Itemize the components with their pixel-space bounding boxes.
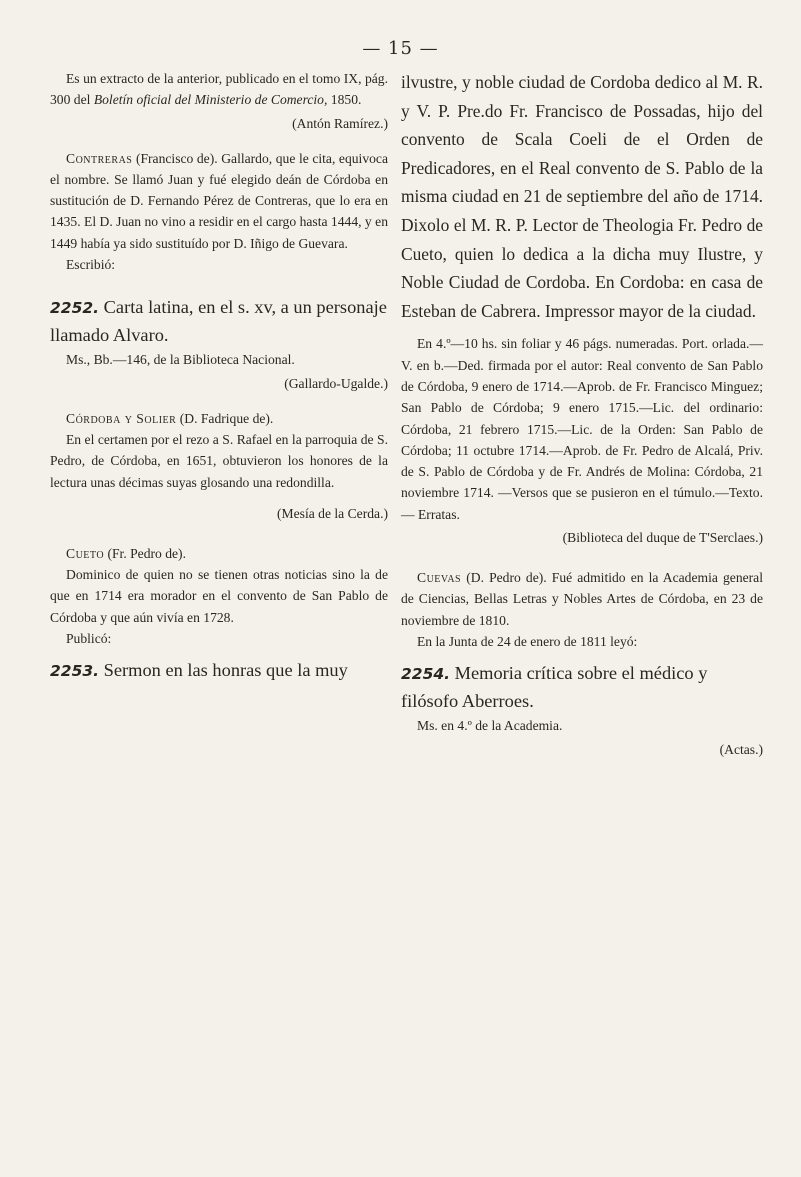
left-column	[50, 68, 388, 685]
entry-2254	[401, 660, 763, 715]
author-entry-cordoba	[50, 408, 388, 429]
page-number: — 15 —	[362, 38, 439, 59]
author-name: Contreras	[66, 150, 133, 166]
author-bio: (Francisco de). Gallardo, que le cita, equivoca el nombre. Se llamó Juan y fué elegido deán de Córdoba en sustitución de D. Fernando Pérez de Contreras, que lo era en 1435. El D. Juan no vino a residir en el cargo hasta 1444, y en 1449 había ya sido sustituído por D. Iñigo de Guevara.	[50, 150, 388, 251]
entry-2253	[50, 657, 388, 685]
author-entry-contreras	[50, 148, 388, 254]
author-bio: En el certamen por el rezo a S. Rafael en la parroquia de S. Pedro, de Córdoba, en 1651, obtuvieron los honores de la lectura unas décimas suyas glosando una redondilla.	[50, 431, 388, 490]
author-bio: Dominico de quien no se tienen otras noticias sino la de que en 1714 era morador en el convento de San Pablo de Córdoba y que aún vivía en 1728.	[50, 567, 388, 625]
entry-title: Memoria crítica sobre el médico y filósofo Aberroes.	[401, 663, 708, 712]
attribution: (Gallardo-Ugalde.)	[284, 375, 388, 391]
author-entry-cuevas	[401, 567, 763, 631]
author-note: En la Junta de 24 de enero de 1811 leyó:	[417, 633, 638, 649]
author-title: (Fr. Pedro de).	[107, 545, 186, 561]
sermon-title-continued: ilvustre, y noble ciudad de Cordoba dedico al M. R. y V. P. Pre.do Fr. Francisco de Possadas, hijo del convento de Scala Coeli de el Orden de Predicadores, en el Real convento de S. Pablo de la misma ciudad en 21 de septiembre del año de 1714. Dixolo el M. R. P. Lector de Theologia Fr. Pedro de Cueto, quien lo dedica a la dicha muy Ilustre, y Noble Ciudad de Cordoba. En Cordoba: en casa de Esteban de Cabrera. Impressor mayor de la ciudad.	[401, 72, 763, 321]
attribution: (Antón Ramírez.)	[292, 115, 388, 131]
journal-title: Boletín oficial del Ministerio de Comercio,	[93, 92, 328, 108]
entry-2252	[50, 294, 388, 349]
section-label: Publicó:	[66, 631, 112, 647]
author-name: Córdoba y Solier	[66, 410, 177, 426]
author-title: (D. Fadrique de).	[179, 410, 274, 426]
paragraph-extract	[50, 68, 388, 111]
author-name: Cuevas	[417, 570, 462, 586]
section-label: Escribió:	[66, 257, 116, 273]
author-entry-cueto	[50, 543, 388, 564]
right-column	[401, 68, 763, 760]
entry-number: 2252.	[50, 299, 100, 318]
entry-title: Sermon en las honras que la muy	[103, 660, 348, 681]
entry-title: Carta latina, en el s. xv, a un personaje llamado Alvaro.	[50, 297, 387, 346]
manuscript-note: Ms. en 4.º de la Academia.	[417, 718, 563, 734]
attribution: (Biblioteca del duque de T'Serclaes.)	[562, 530, 763, 546]
entry-number: 2254.	[401, 665, 451, 684]
author-name: Cueto	[66, 545, 105, 561]
attribution: (Actas.)	[719, 741, 763, 757]
extract-text: Es un extracto de la anterior, publicado en el tomo IX, pág. 300 del	[50, 71, 388, 108]
manuscript-note: Ms., Bb.—146, de la Biblioteca Nacional.	[66, 352, 295, 368]
attribution: (Mesía de la Cerda.)	[277, 505, 388, 521]
bibliographic-description: En 4.º—10 hs. sin foliar y 46 págs. numeradas. Port. orlada.—V. en b.—Ded. firmada por el autor: Real convento de San Pablo de Córdoba, 9 enero de 1714.—Aprob. de Fr. Francisco Minguez; San Pablo de Córdoba; 9 enero 1715.—Lic. del ordinario: Córdoba, 21 febrero 1715.—Lic. de la Orden: San Pablo de Córdoba; 11 octubre 1714.—Aprob. de Fr. Pedro de Alcalá, Priv. de S. Pablo de Córdoba y de Fr. Andrés de Molina: Córdoba, 21 noviembre 1714. —Versos que se pusieron en el túmulo.—Texto.— Erratas.	[401, 336, 763, 522]
author-bio: (D. Pedro de). Fué admitido en la Academia general de Ciencias, Bellas Letras y Nobles Artes de Córdoba, en 23 de noviembre de 1810.	[401, 570, 763, 628]
extract-year: 1850.	[330, 92, 362, 108]
entry-number: 2253.	[50, 662, 100, 681]
